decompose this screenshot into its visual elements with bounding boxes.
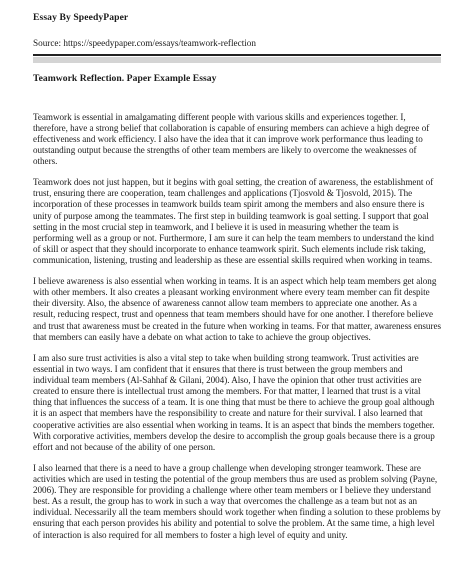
essay-body	[33, 112, 441, 541]
header-title: Essay By SpeedyPaper	[33, 12, 129, 23]
essay-title: Teamwork Reflection. Paper Example Essay	[33, 72, 217, 84]
source-line: Source: https://speedypaper.com/essays/teamwork-reflection	[33, 38, 256, 48]
paragraph: I am also sure trust activities is also a vital step to take when building strong teamwork. Trust activities are essential in two ways. I am confident that it ensures that there is trust between the group members and individual team members (Al-Sahhaf & Gilani, 2004). Also, I have the opinion that other trust activities are created to ensure there is intellectual trust among the members. For that matter, I learned that trust is a vital thing that influences the success of a team. It is one thing that must be there to achieve the group goal although it is an aspect that members have the responsibility to create and nature for their survival. I also learned that cooperative activities are also essential when working in teams. It is an aspect that binds the members together. With corporative activities, members develop the desire to accomplish the group goals because there is a group effort and not because of the ability of one person.	[33, 352, 435, 452]
paragraph: I also learned that there is a need to have a group challenge when developing stronger teamwork. These are activities which are used in testing the potential of the group members thus are used as problem solving (Payne, 2006). They are responsible for providing a challenge where other team members or I believe they understand best. As a result, the group has to work in such a way that overcomes the challenge as a team but not as an individual. Necessarily all the team members should work together when finding a solution to these problems by ensuring that each person provides his ability and potential to solve the problem. At the same time, a high level of interaction is also required for all members to foster a high level of equity and unity.	[33, 462, 441, 540]
paragraph: Teamwork is essential in amalgamating different people with various skills and experiences together. I, therefore, have a strong belief that collaboration is capable of ensuring members can achieve a high degree of effectiveness and work efficiency. I also have the idea that it can improve work performance thus leading to outstanding output because the strengths of other team members are likely to overcome the weaknesses of others.	[33, 111, 430, 166]
paragraph: I believe awareness is also essential when working in teams. It is an aspect which help team members get along with other members. It also creates a pleasant working environment where every team member can fit despite their diversity. Also, the absence of awareness cannot allow team members to appreciate one another. As a result, reducing respect, trust and openness that team members should have for one another. I therefore believe and trust that awareness must be created in the future when working in teams. For that matter, awareness ensures that members can easily have a debate on what action to take to achieve the group objectives.	[33, 276, 442, 342]
header-divider	[33, 54, 441, 56]
header-shade-bar	[33, 57, 441, 63]
paragraph: Teamwork does not just happen, but it begins with goal setting, the creation of awareness, the establishment of trust, ensuring there are cooperation, team challenges and applications (Tjosvold & Tjosvold, 2015). The incorporation of these processes in teamwork builds team spirit among the members and also ensure there is unity of purpose among the teammates. The first step in building teamwork is goal setting. I support that goal setting in the most crucial step in teamwork, and I believe it is used in measuring whether the team is performing well as a group or not. Furthermore, I am sure it can help the team members to understand the kind of skill or aspect that they should incorporate to enhance teamwork spirit. Such elements include risk taking, communication, listening, trusting and leadership as these are essential skills required when working in teams.	[33, 177, 434, 265]
